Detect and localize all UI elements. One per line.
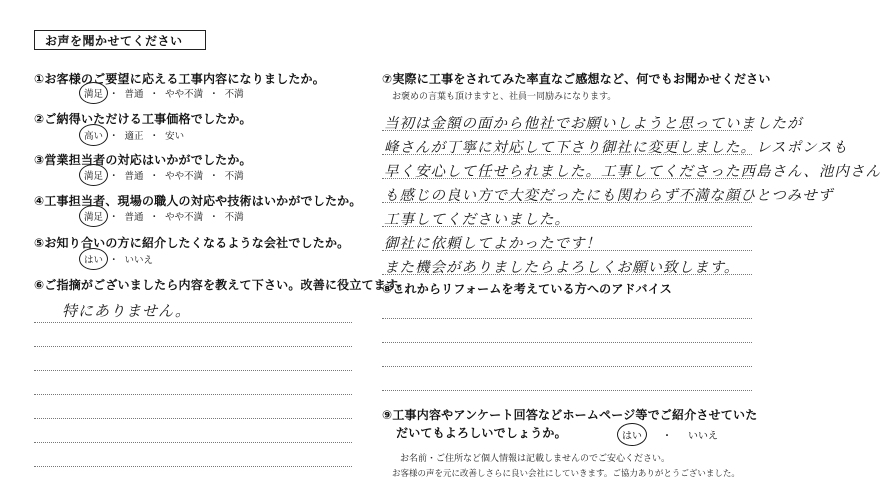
question-4: ④工事担当者、現場の職人の対応や技術はいかがでしたか。: [34, 194, 362, 208]
answer-line: [382, 318, 752, 319]
separator-dot: ・: [149, 131, 160, 142]
q2-option-high[interactable]: 高い: [84, 128, 103, 142]
q5-option-no[interactable]: いいえ: [124, 255, 154, 266]
q5-option-yes[interactable]: はい: [84, 252, 103, 266]
question-1: ①お客様のご要望に応える工事内容になりましたか。: [34, 72, 325, 86]
q7-answer-line-2[interactable]: 峰さんが丁寧に対応して下さり御社に変更しました。レスポンスも: [384, 140, 849, 156]
question-7-subtext: お褒めの言葉も頂けますと、社員一同励みになります。: [392, 92, 617, 102]
answer-line: [34, 442, 352, 443]
q1-option-slightly-dissatisfied[interactable]: やや不満: [165, 89, 204, 100]
answer-line: [382, 154, 752, 155]
q7-answer-line-5[interactable]: 工事してくださいました。: [384, 212, 570, 228]
page-title: お声を聞かせてください: [34, 30, 206, 50]
question-4-options: [84, 209, 250, 223]
question-5-options: [84, 252, 159, 266]
separator-dot: ・: [109, 212, 119, 223]
q3-option-normal[interactable]: 普通: [124, 171, 144, 182]
separator-dot: ・: [109, 131, 119, 142]
answer-line: [34, 370, 352, 371]
separator-dot: ・: [209, 171, 219, 182]
privacy-note: お名前・ご住所など個人情報は記載しませんのでご安心ください。: [400, 454, 671, 464]
q7-answer-line-6[interactable]: 御社に依頼してよかったです！: [384, 236, 601, 252]
answer-line: [382, 342, 752, 343]
q3-option-dissatisfied[interactable]: 不満: [224, 171, 244, 182]
thank-you-note: お客様の声を元に改善しさらに良い会社にしていきます。ご協力ありがとうございました。: [392, 469, 740, 479]
q7-answer-line-7[interactable]: また機会がありましたらよろしくお願い致します。: [384, 260, 740, 276]
q3-option-slightly-dissatisfied[interactable]: やや不満: [165, 171, 204, 182]
question-3: ③営業担当者の対応はいかがでしたか。: [34, 153, 252, 167]
answer-line: [34, 418, 352, 419]
answer-line: [34, 394, 352, 395]
q7-answer-line-1[interactable]: 当初は金額の面から他社でお願いしようと思っていましたが: [384, 116, 803, 132]
separator-dot: ・: [149, 171, 160, 182]
answer-line: [34, 322, 352, 323]
q7-answer-line-4[interactable]: も感じの良い方で大変だったにも関わらず不満な顔ひとつみせず: [384, 188, 834, 204]
answer-line: [382, 274, 752, 275]
separator-dot: ・: [109, 89, 119, 100]
answer-line: [382, 390, 752, 391]
separator-dot: ・: [109, 171, 119, 182]
answer-line: [382, 130, 752, 131]
q9-option-no[interactable]: いいえ: [688, 431, 718, 442]
q3-option-satisfied[interactable]: 満足: [84, 168, 103, 182]
q2-option-cheap[interactable]: 安い: [165, 131, 185, 142]
q1-option-satisfied[interactable]: 満足: [84, 86, 103, 100]
question-9-line-2: だいてもよろしいでしょうか。: [396, 426, 567, 440]
separator-dot: ・: [109, 255, 119, 266]
answer-line: [34, 466, 352, 467]
q1-option-dissatisfied[interactable]: 不満: [224, 89, 244, 100]
answer-line: [382, 366, 752, 367]
question-2: ②ご納得いただける工事価格でしたか。: [34, 112, 252, 126]
q4-option-normal[interactable]: 普通: [124, 212, 144, 223]
question-9-line-1: ⑨工事内容やアンケート回答などホームページ等でご紹介させていた: [382, 408, 758, 422]
q4-option-satisfied[interactable]: 満足: [84, 209, 103, 223]
answer-line: [34, 346, 352, 347]
question-8: ⑧これからリフォームを考えている方へのアドバイス: [382, 282, 673, 296]
q4-option-slightly-dissatisfied[interactable]: やや不満: [165, 212, 204, 223]
question-3-options: [84, 168, 250, 182]
question-9-options: [622, 427, 724, 442]
question-7: ⑦実際に工事をされてみた率直なご感想など、何でもお聞かせください: [382, 72, 771, 86]
question-1-options: [84, 86, 250, 100]
question-6-answer[interactable]: 特にありません。: [62, 302, 191, 320]
answer-line: [382, 178, 752, 179]
separator-dot: ・: [209, 212, 219, 223]
q9-option-yes[interactable]: はい: [622, 427, 642, 442]
separator-dot: ・: [209, 89, 219, 100]
question-6: ⑥ご指摘がございましたら内容を教えて下さい。改善に役立てます。: [34, 278, 410, 292]
answer-line: [382, 250, 752, 251]
question-2-options: [84, 128, 190, 142]
answer-line: [382, 202, 752, 203]
question-5: ⑤お知り合いの方に紹介したくなるような会社でしたか。: [34, 236, 350, 250]
q4-option-dissatisfied[interactable]: 不満: [224, 212, 244, 223]
separator-dot: ・: [149, 212, 160, 223]
separator-dot: ・: [149, 89, 160, 100]
answer-line: [382, 226, 752, 227]
q7-answer-line-3[interactable]: 早く安心して任せられました。工事してくださった西島さん、池内さん: [384, 164, 881, 180]
q2-option-fair[interactable]: 適正: [124, 131, 144, 142]
q1-option-normal[interactable]: 普通: [124, 89, 144, 100]
separator-dot: ・: [662, 431, 672, 442]
